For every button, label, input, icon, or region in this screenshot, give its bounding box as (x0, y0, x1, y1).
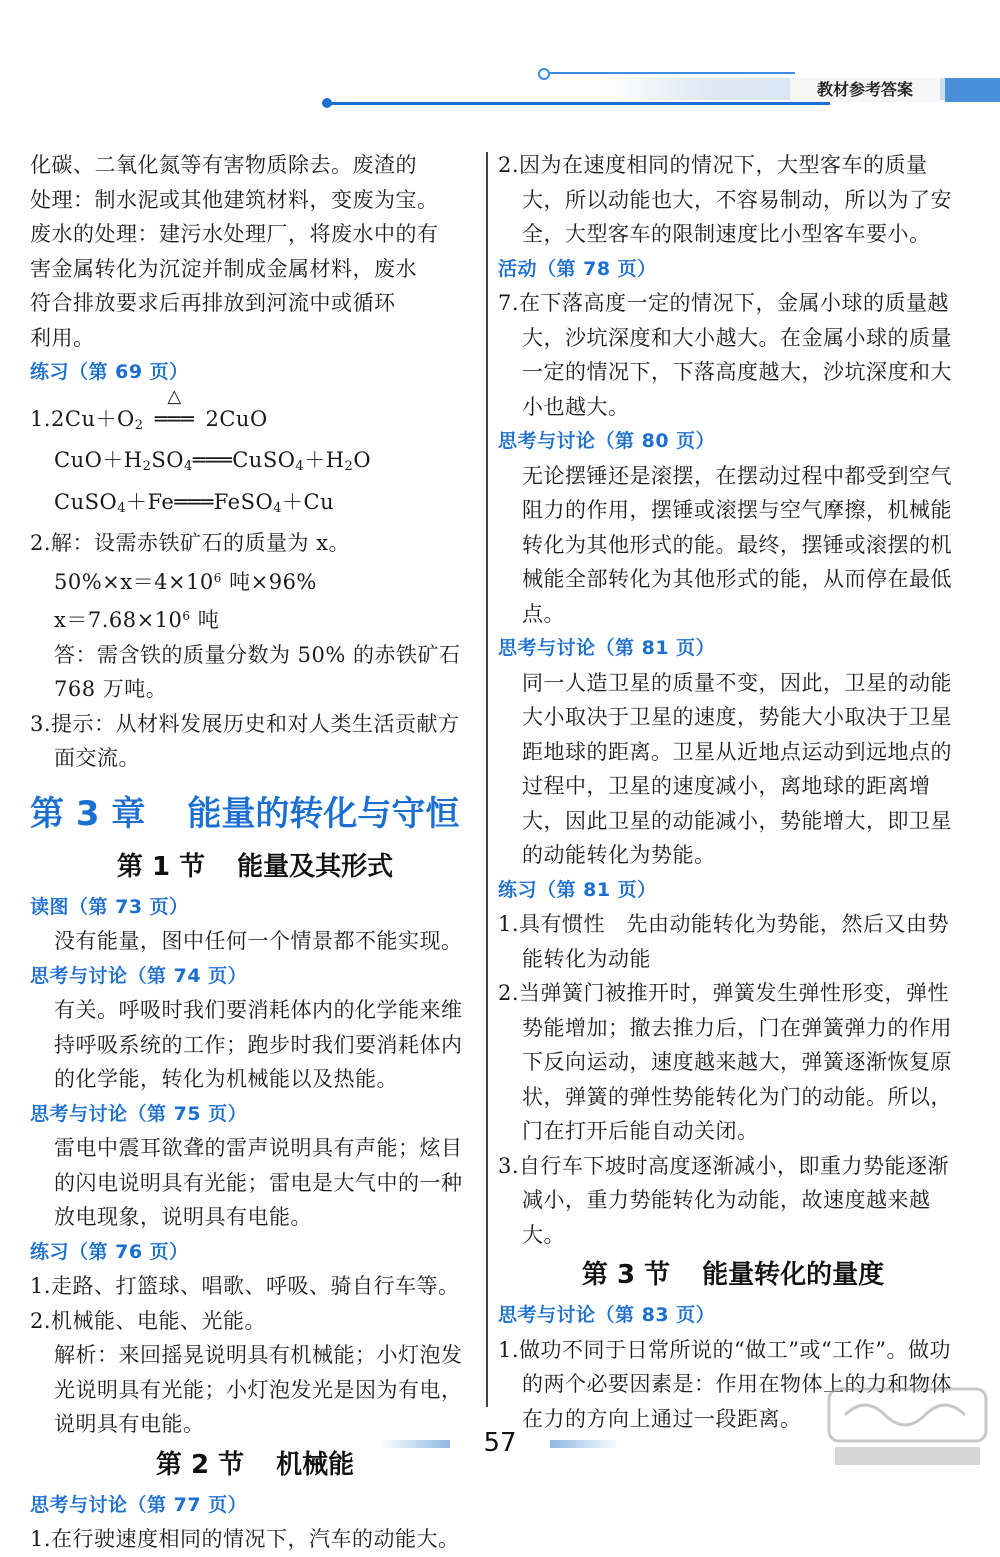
header-label: 教材参考答案 (790, 78, 940, 102)
heat-symbol: △ (167, 385, 182, 407)
answer-p76-2: 2.机械能、电能、光能。 (30, 1308, 267, 1333)
text-line: 利用。 (30, 325, 95, 350)
answer-3: 3.提示：从材料发展历史和对人类生活贡献方面交流。 (30, 711, 460, 770)
equation-2: $CuO+H_2SO_4═══CuSO_4+H_2O$ (54, 448, 372, 474)
section-heading-p80: 思考与讨论（第 80 页） (498, 430, 716, 452)
section-heading-p81-exercise: 练习（第 81 页） (498, 878, 657, 901)
paragraph-p81: 同一人造卫星的质量不变，因此，卫星的动能大小取决于卫星的速度，势能大小取决于卫星距地球的距离。卫星从近地点运动到远地点的过程中，卫星的速度减小，离地球的距离增大，因此卫星的动能减小，势能增大，即卫星的动能转化为势能。 (522, 670, 952, 867)
section-3-title: 第 3 节 能量转化的量度 (581, 1260, 885, 1290)
section-1-title: 第 1 节 能量及其形式 (116, 851, 394, 882)
answer-p77-1: 1.在行驶速度相同的情况下，汽车的动能大。 (30, 1527, 460, 1551)
column-divider (486, 152, 488, 1407)
header-rule-top (545, 72, 795, 74)
answer-2-line-d: 768 万吨。 (54, 677, 168, 701)
text-line: 化碳、二氧化氮等有害物质除去。废渣的 (30, 153, 417, 177)
text-line: 害金属转化为沉淀并制成金属材料，废水 (30, 256, 417, 281)
answer-p81-2: 2.当弹簧门被推开时，弹簧发生弹性形变，弹性势能增加；撤去推力后，门在弹簧弹力的作用下反向运动，速度越来越大，弹簧逐渐恢复原状，弹簧的弹性势能转化为门的动能。所以，门在打开后能自动关闭。 (498, 981, 952, 1143)
section-heading-p75: 思考与讨论（第 75 页） (30, 1102, 248, 1125)
equation-1: $1.2Cu+O_2$ △ ═══ 2CuO (30, 402, 480, 444)
answer-2-line-b: $x=7.68\times 10^6$ 吨 (54, 608, 220, 632)
left-column (30, 148, 480, 1557)
section-heading-p69: 练习（第 69 页） (30, 361, 189, 383)
answer-2: 2.解：设需赤铁矿石的质量为 x。 (30, 531, 351, 555)
equation-3: CuSO$_4$＋Fe═══FeSO$_4$＋Cu (54, 489, 335, 516)
watermark-stamp-icon (825, 1385, 990, 1470)
chapter-name: 能量的转化与守恒 (187, 793, 460, 834)
subscript: 2 (134, 417, 144, 433)
text-line: 处理：制水泥或其他建筑材料，变废为宝。 (30, 187, 439, 212)
paragraph-p80: 无论摆锤还是滚摆，在摆动过程中都受到空气阻力的作用，摆锤或滚摆与空气摩擦，机械能转化为其他形式的能。最终，摆锤或滚摆的机械能全部转化为其他形式的能，从而停在最低点。 (522, 463, 952, 626)
chapter-title (30, 784, 480, 844)
answer-p81-3: 3.自行车下坡时高度逐渐减小，即重力势能逐渐减小，重力势能转化为动能，故速度越来越大。 (498, 1153, 950, 1247)
paragraph-p74: 有关。呼吸时我们要消耗体内的化学能来维持呼吸系统的工作；跑步时我们要消耗体内的化学能，转化为机械能以及热能。 (54, 998, 463, 1091)
page-header (0, 0, 1000, 110)
answer-2-line-a: $50\%\times x=4\times 10^6$ 吨×96% (54, 569, 317, 594)
paragraph-p75: 雷电中震耳欲聋的雷声说明具有声能；炫目的闪电说明具有光能；雷电是大气中的一种放电现象，说明具有电能。 (54, 1136, 463, 1229)
text-line: 符合排放要求后再排放到河流中或循环 (30, 291, 396, 315)
answer-p83-1: 1.做功不同于日常所说的“做工”或“工作”。做功的两个必要因素是：作用在物体上的力和物体在力的方向上通过一段距离。 (498, 1337, 952, 1431)
chapter-number: 第 3 章 (30, 793, 146, 834)
header-end-block (945, 78, 1000, 102)
section-heading-p76: 练习（第 76 页） (30, 1240, 189, 1263)
heat-equals: △ ═══ (144, 402, 206, 437)
section-heading-p78: 活动（第 78 页） (498, 257, 657, 280)
section-heading-p73: 读图（第 73 页） (30, 895, 189, 918)
section-heading-p81-discussion: 思考与讨论（第 81 页） (498, 637, 716, 659)
page-footer (380, 1426, 620, 1460)
right-column (498, 148, 968, 1436)
answer-2-line-c: 答：需含铁的质量分数为 50% 的赤铁矿石 (54, 642, 461, 667)
footer-decoration-right (550, 1440, 620, 1448)
header-dot (322, 98, 332, 108)
answer-p77-2: 2.因为在速度相同的情况下，大型客车的质量大，所以动能也大，不容易制动，所以为了安全，大型客车的限制速度比小型客车要小。 (498, 153, 952, 246)
page-number: 57 (483, 1428, 517, 1458)
waste-paragraph (30, 148, 480, 355)
answer-p78-7: 7.在下落高度一定的情况下，金属小球的质量越大，沙坑深度和大小越大。在金属小球的质量一定的情况下，下落高度越大，沙坑深度和大小也越大。 (498, 291, 952, 419)
section-heading-p77: 思考与讨论（第 77 页） (30, 1493, 248, 1516)
answer-p76-1: 1.走路、打篮球、唱歌、呼吸、骑自行车等。 (30, 1274, 460, 1298)
section-heading-p83: 思考与讨论（第 83 页） (498, 1304, 716, 1326)
header-rule (330, 102, 830, 105)
section-2-title: 第 2 节 机械能 (155, 1449, 355, 1480)
answer-p81-1: 1.具有惯性 先由动能转化为势能，然后又由势能转化为动能 (498, 912, 950, 971)
analysis-p76: 解析：来回摇晃说明具有机械能；小灯泡发光说明具有光能；小灯泡发光是因为有电，说明具有电能。 (54, 1343, 463, 1436)
header-dot-top (538, 68, 550, 80)
section-heading-p74: 思考与讨论（第 74 页） (30, 964, 248, 987)
footer-decoration-left (380, 1440, 450, 1448)
text-line: 废水的处理：建污水处理厂，将废水中的有 (30, 222, 439, 246)
paragraph-p73: 没有能量，图中任何一个情景都不能实现。 (54, 929, 463, 953)
